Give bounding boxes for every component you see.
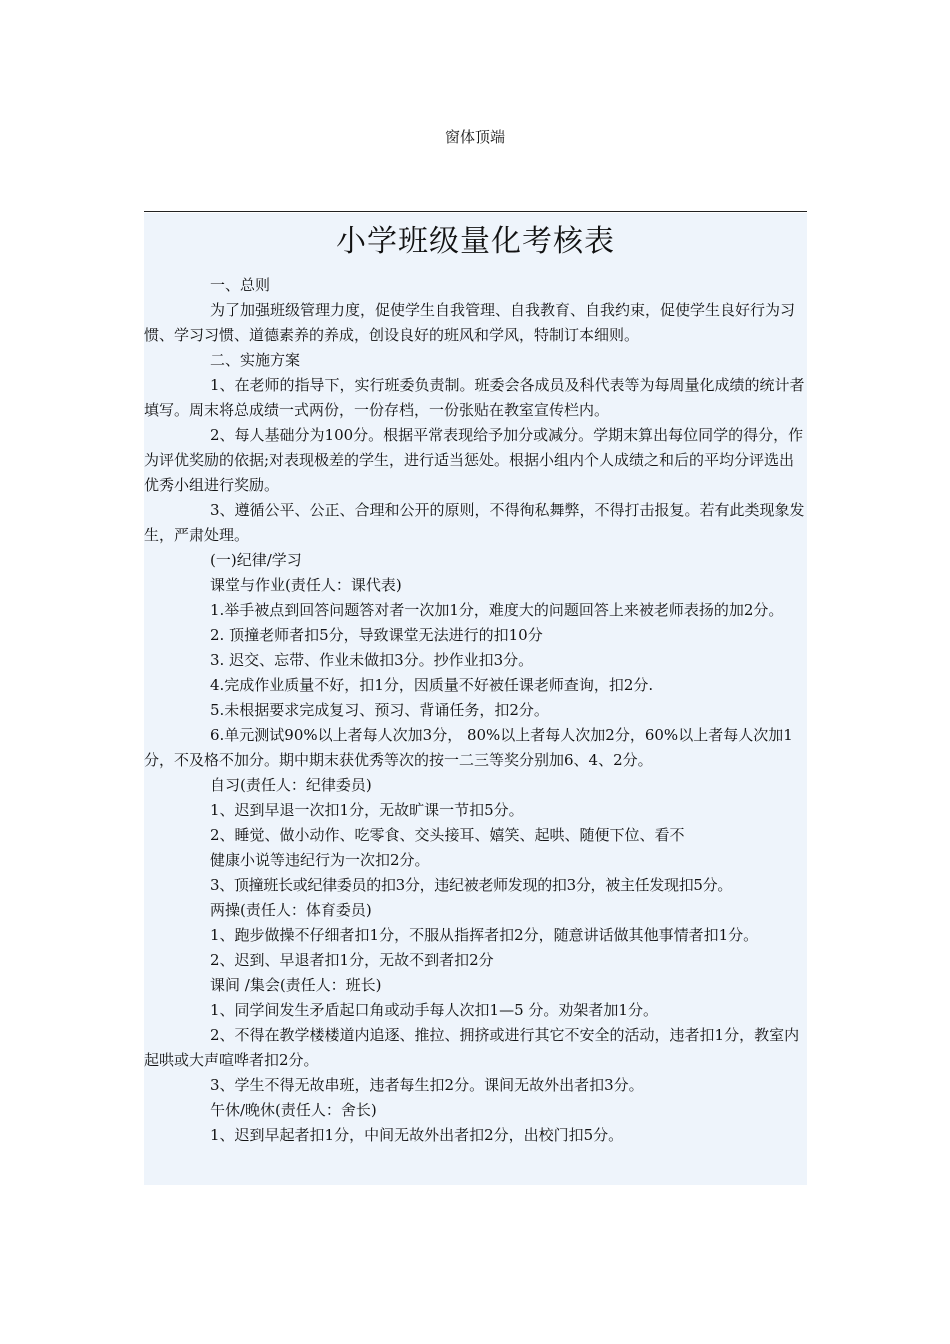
document-title: 小学班级量化考核表 bbox=[336, 224, 615, 259]
rule-item: 3. 迟交、忘带、作业未做扣3分。抄作业扣3分。 bbox=[210, 651, 534, 669]
form-top-label: 窗体顶端 bbox=[444, 128, 505, 146]
section-heading: 一、总则 bbox=[210, 276, 271, 294]
rule-item: 6.单元测试90%以上者每人次加3分， 80%以上者每人次加2分，60%以上者每人次加1分，不及格不加分。期中期末获优秀等次的按一二三等奖分别加6、4、2分。 bbox=[144, 726, 793, 769]
rule-item: 2、睡觉、做小动作、吃零食、交头接耳、嬉笑、起哄、随便下位、看不 bbox=[210, 826, 685, 844]
rule-item: 5.未根据要求完成复习、预习、背诵任务，扣2分。 bbox=[210, 701, 549, 719]
rule-item: 1、跑步做操不仔细者扣1分，不服从指挥者扣2分，随意讲话做其他事情者扣1分。 bbox=[210, 926, 759, 944]
section-heading: 二、实施方案 bbox=[210, 351, 301, 369]
paragraph: 3、遵循公平、公正、合理和公开的原则，不得徇私舞弊，不得打击报复。若有此类现象发生，严肃处理。 bbox=[144, 501, 805, 544]
horizontal-rule bbox=[144, 211, 807, 212]
rule-item: 1、迟到早退一次扣1分，无故旷课一节扣5分。 bbox=[210, 801, 524, 819]
subsection-heading: 课堂与作业(责任人：课代表) bbox=[210, 576, 402, 594]
rule-item: 1、同学间发生矛盾起口角或动手每人次扣1—5 分。劝架者加1分。 bbox=[210, 1001, 658, 1019]
rule-item: 1、迟到早起者扣1分，中间无故外出者扣2分，出校门扣5分。 bbox=[210, 1126, 624, 1144]
rule-item: 4.完成作业质量不好，扣1分，因质量不好被任课老师查询，扣2分. bbox=[210, 676, 654, 694]
rule-item: 2、迟到、早退者扣1分，无故不到者扣2分 bbox=[210, 951, 494, 969]
rule-item: 2. 顶撞老师者扣5分，导致课堂无法进行的扣10分 bbox=[210, 626, 543, 644]
subsection-heading: 自习(责任人：纪律委员) bbox=[210, 776, 372, 794]
rule-item: 3、学生不得无故串班，违者每生扣2分。课间无故外出者扣3分。 bbox=[210, 1076, 644, 1094]
paragraph: 2、每人基础分为100分。根据平常表现给予加分或减分。学期末算出每位同学的得分，作为评优奖励的依据;对表现极差的学生，进行适当惩处。根据小组内个人成绩之和后的平均分评选出优秀小组进行奖励。 bbox=[144, 426, 804, 494]
document-body bbox=[144, 213, 807, 1185]
subsection-heading: 午休/晚休(责任人：舍长) bbox=[210, 1101, 377, 1119]
rule-item: 1.举手被点到回答问题答对者一次加1分，难度大的问题回答上来被老师表扬的加2分。 bbox=[210, 601, 784, 619]
rule-item: 2、不得在教学楼楼道内追逐、推拉、拥挤或进行其它不安全的活动，违者扣1分，教室内起哄或大声喧哗者扣2分。 bbox=[144, 1026, 800, 1069]
subsection-heading: 课间 /集会(责任人：班长) bbox=[210, 976, 382, 994]
rule-item: 3、顶撞班长或纪律委员的扣3分，违纪被老师发现的扣3分，被主任发现扣5分。 bbox=[210, 876, 733, 894]
paragraph: 1、在老师的指导下，实行班委负责制。班委会各成员及科代表等为每周量化成绩的统计者填写。周末将总成绩一式两份，一份存档，一份张贴在教室宣传栏内。 bbox=[144, 376, 805, 419]
rule-item: 健康小说等违纪行为一次扣2分。 bbox=[210, 851, 430, 869]
paragraph: 为了加强班级管理力度，促使学生自我管理、自我教育、自我约束，促使学生良好行为习惯、学习习惯、道德素养的养成，创设良好的班风和学风，特制订本细则。 bbox=[144, 301, 796, 344]
subsection-heading: 两操(责任人：体育委员) bbox=[210, 901, 372, 919]
subsection-heading: (一)纪律/学习 bbox=[210, 551, 302, 569]
